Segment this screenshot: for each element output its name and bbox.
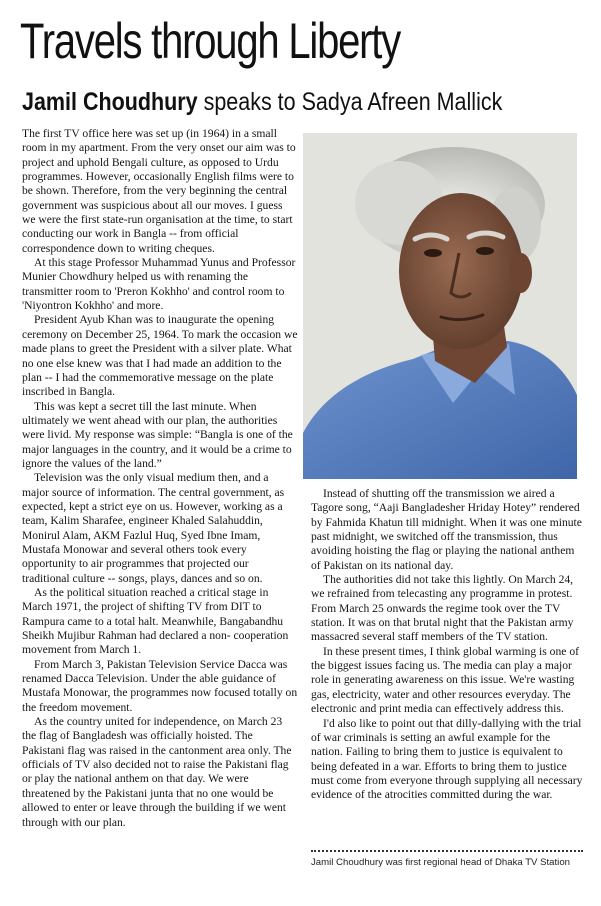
caption: Jamil Choudhury was first regional head of Dhaka TV Station bbox=[311, 857, 570, 868]
paragraph: In these present times, I think global warming is one of the biggest issues facing us. The media can play a major role in generating awareness on this issue. We're wasting gas, electricity, water and other resources everyday. The electronic and print media can effectively address this. bbox=[311, 644, 579, 716]
portrait-illustration bbox=[303, 133, 577, 479]
paragraph: I'd also like to point out that dilly-dallying with the trial of war criminals is setting an awful example for the nation. Failing to bring them to justice is equivalent to being defeated in a war. Efforts to bring them to justice must come from everyone through supplying all necessary evidence of the atrocities committed during the war. bbox=[311, 716, 583, 802]
paragraph: The first TV office here was set up (in 1964) in a small room in my apartment. From the very onset our aim was to project and uphold Bengali culture, as opposed to Urdu programmes. However, occasionally English films were to be shown. Therefore, from the very beginning the central government was suspicious about all our moves. I guess we were the first state-run organisation at the time, to start conducting our work in Bangla -- from official correspondence down to writing cheques. bbox=[22, 127, 296, 255]
portrait-photo bbox=[303, 133, 577, 479]
headline: Travels through Liberty bbox=[20, 13, 400, 69]
paragraph: As the political situation reached a critical stage in March 1971, the project of shifting TV from DIT to Rampura came to a total halt. Meanwhile, Bangabandhu Sheikh Mujibur Rahman had declared a non- cooperation movement from March 1. bbox=[22, 586, 289, 657]
paragraph: As the country united for independence, on March 23 the flag of Bangladesh was officially hoisted. The Pakistani flag was raised in the cantonment area only. The officials of TV also decided not to raise the Pakistani flag or play the national anthem on that day. We were threatened by the Pakistani junta that no one would be allowed to enter or leave through the building if we went through with our plan. bbox=[22, 715, 292, 829]
byline-name: Jamil Choudhury bbox=[22, 88, 198, 116]
left-column bbox=[22, 127, 298, 830]
paragraph: At this stage Professor Muhammad Yunus and Professor Munier Chowdhury helped us with renaming the transmitter room to 'Preron Kokhho' and control room to 'Niyontron Kokhho' and more. bbox=[22, 256, 296, 313]
paragraph: Instead of shutting off the transmission we aired a Tagore song, “Aaji Bangladesher Hriday Hotey” rendered by Fahmida Khatun till midnight. When it was one minute past midnight, we switched off the transmission, thus avoiding hoisting the flag or playing the national anthem of Pakistan on its national day. bbox=[311, 487, 582, 572]
byline bbox=[22, 87, 502, 117]
paragraph: From March 3, Pakistan Television Service Dacca was renamed Dacca Television. Under the able guidance of Mustafa Monowar, the programmes now focused totally on the freedom movement. bbox=[22, 657, 298, 714]
paragraph: President Ayub Khan was to inaugurate the opening ceremony on December 25, 1964. To mark the occasion we made plans to greet the President with a silver plate. What no one else knew was that I had made an addition to the plan -- I had the commemorative message on the plate inscribed in Bangla. bbox=[22, 313, 298, 399]
caption-divider bbox=[311, 850, 583, 852]
byline-rest: speaks to Sadya Afreen Mallick bbox=[203, 88, 503, 116]
paragraph: This was kept a secret till the last minute. When ultimately we went ahead with our plan, the authorities were livid. My response was simple: “Bangla is one of the major languages in the country, and it would be a crime to ignore the values of the land.” bbox=[22, 399, 293, 470]
paragraph: Television was the only visual medium then, and a major source of information. The central government, as expected, kept a strict eye on us. However, working as a team, Kalim Sharafee, engineer Khaled Salahuddin, Monirul Alam, AKM Fazlul Huq, Syed Ibne Imam, Mustafa Monowar and several others took every opportunity to air programmes that projected our traditional culture -- songs, plays, dances and so on. bbox=[22, 471, 285, 585]
paragraph: The authorities did not take this lightly. On March 24, we refrained from telecasting any programme in protest. From March 25 onwards the regime took over the TV station. It was on that brutal night that the Pakistan army massacred several staff members of the TV station. bbox=[311, 573, 574, 644]
right-column bbox=[311, 487, 583, 803]
